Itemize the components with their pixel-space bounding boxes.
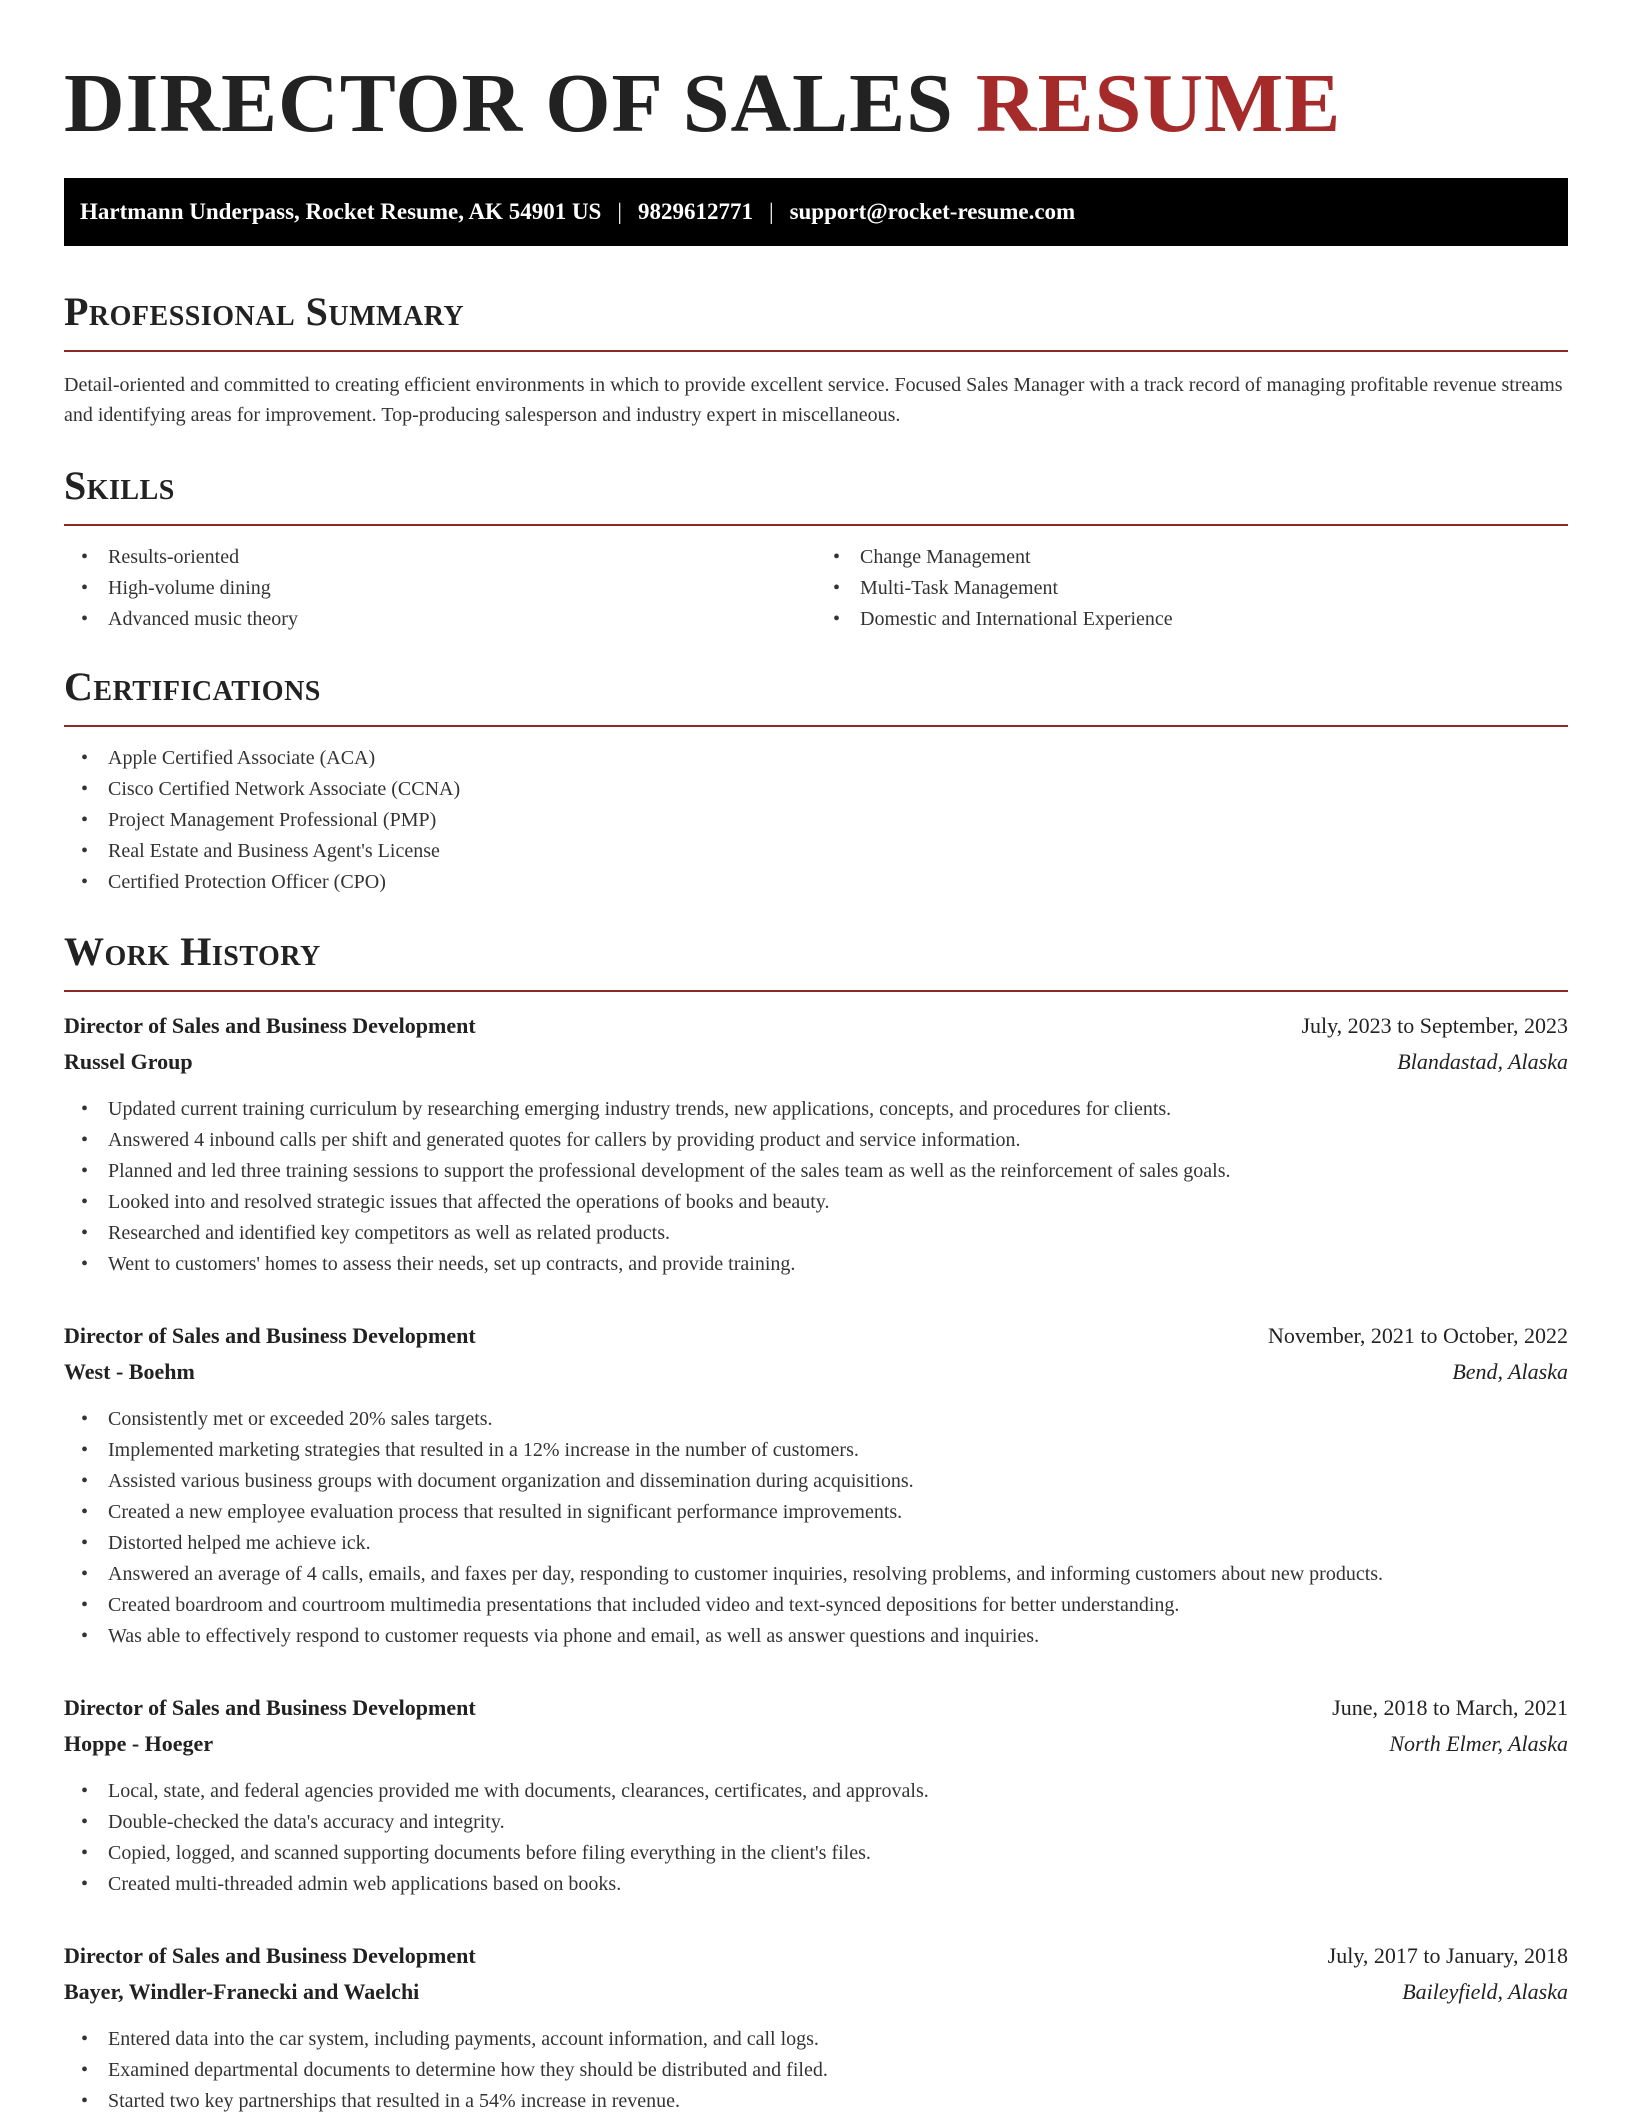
skills-columns <box>64 542 1568 635</box>
job-header-row <box>64 1690 1568 1726</box>
job-duty-item: • Examined departmental documents to determine how they should be distributed and filed. <box>64 2055 1568 2086</box>
job-dates: July, 2023 to September, 2023 <box>1301 1013 1568 1038</box>
skill-item: • Results-oriented <box>64 542 816 573</box>
contact-separator: | <box>768 199 774 224</box>
job-duty-item: • Updated current training curriculum by researching emerging industry trends, new applications, concepts, and procedures for clients. <box>64 1094 1568 1125</box>
skills-list-left <box>64 542 816 635</box>
resume-title <box>64 0 1568 152</box>
job-company: West - Boehm <box>64 1359 195 1384</box>
job-duty-item: • Was able to effectively respond to customer requests via phone and email, as well as answer questions and inquiries. <box>64 1621 1568 1652</box>
job-dates: November, 2021 to October, 2022 <box>1267 1323 1568 1348</box>
job-duty-item: • Local, state, and federal agencies provided me with documents, clearances, certificates, and approvals. <box>64 1776 1568 1807</box>
job-duty-item: • Researched and identified key competitors as well as related products. <box>64 1218 1568 1249</box>
job-duty-item: • Answered 4 inbound calls per shift and generated quotes for callers by providing product and service information. <box>64 1125 1568 1156</box>
job-dates: June, 2018 to March, 2021 <box>1332 1695 1568 1720</box>
skills-section <box>64 462 1568 635</box>
job-duty-item: • Copied, logged, and scanned supporting documents before filing everything in the client's files. <box>64 1838 1568 1869</box>
certification-item: • Apple Certified Associate (ACA) <box>64 743 1568 774</box>
certifications-list <box>64 743 1568 898</box>
section-heading-certifications: Certifications <box>64 663 1568 727</box>
job-title: Director of Sales and Business Development <box>64 1943 476 1968</box>
skill-item: • Multi-Task Management <box>816 573 1568 604</box>
contact-bar <box>64 178 1568 246</box>
job-duty-item: • Created multi-threaded admin web applications based on books. <box>64 1869 1568 1900</box>
job-company: Bayer, Windler-Franecki and Waelchi <box>64 1979 420 2004</box>
work-history-section <box>64 928 1568 2117</box>
job-duties-list <box>64 2024 1568 2117</box>
job-duty-item: • Looked into and resolved strategic issues that affected the operations of books and beauty. <box>64 1187 1568 1218</box>
job-location: Bend, Alaska <box>1452 1359 1568 1384</box>
skill-item: • Advanced music theory <box>64 604 816 635</box>
contact-phone: 9829612771 <box>637 199 753 224</box>
section-heading-summary: Professional Summary <box>64 288 1568 352</box>
job-header-row <box>64 1008 1568 1044</box>
summary-text: Detail-oriented and committed to creating efficient environments in which to provide excellent service. Focused Sales Manager with a track record of managing profitable revenue streams and identifying areas for improvement. Top-producing salesperson and industry expert in miscellaneous. <box>64 374 1563 426</box>
job-company-row <box>64 1974 1568 2010</box>
job-company-row <box>64 1354 1568 1390</box>
skill-item: • Change Management <box>816 542 1568 573</box>
job-company: Russel Group <box>64 1049 193 1074</box>
job-company-row <box>64 1044 1568 1080</box>
title-main: DIRECTOR OF SALES <box>64 57 954 150</box>
contact-separator: | <box>617 199 622 224</box>
job-dates: July, 2017 to January, 2018 <box>1327 1943 1568 1968</box>
contact-address: Hartmann Underpass, Rocket Resume, AK 54901 US <box>80 199 602 224</box>
job-duty-item: • Distorted helped me achieve ick. <box>64 1528 1568 1559</box>
job-duties-list <box>64 1776 1568 1900</box>
job-company: Hoppe - Hoeger <box>64 1731 214 1756</box>
job-duties-list <box>64 1404 1568 1652</box>
job-entry <box>64 1318 1568 1652</box>
job-company-row <box>64 1726 1568 1762</box>
job-duty-item: • Went to customers' homes to assess their needs, set up contracts, and provide training. <box>64 1249 1568 1280</box>
contact-email: support@rocket-resume.com <box>789 199 1076 224</box>
certifications-section <box>64 663 1568 898</box>
job-entry <box>64 1938 1568 2117</box>
job-header-row <box>64 1318 1568 1354</box>
job-duty-item: • Answered an average of 4 calls, emails, and faxes per day, responding to customer inquiries, resolving problems, and informing customers about new products. <box>64 1559 1568 1590</box>
job-duty-item: • Entered data into the car system, including payments, account information, and call logs. <box>64 2024 1568 2055</box>
job-duty-item: • Consistently met or exceeded 20% sales targets. <box>64 1404 1568 1435</box>
job-duty-item: • Planned and led three training sessions to support the professional development of the sales team as well as the reinforcement of sales goals. <box>64 1156 1568 1187</box>
job-duty-item: • Double-checked the data's accuracy and integrity. <box>64 1807 1568 1838</box>
job-title: Director of Sales and Business Development <box>64 1013 476 1038</box>
job-location: North Elmer, Alaska <box>1389 1731 1568 1756</box>
job-location: Baileyfield, Alaska <box>1402 1979 1568 2004</box>
job-duties-list <box>64 1094 1568 1280</box>
job-duty-item: • Started two key partnerships that resulted in a 54% increase in revenue. <box>64 2086 1568 2117</box>
job-title: Director of Sales and Business Development <box>64 1695 476 1720</box>
certification-item: • Cisco Certified Network Associate (CCNA) <box>64 774 1568 805</box>
skills-list-right <box>816 542 1568 635</box>
certification-item: • Certified Protection Officer (CPO) <box>64 867 1568 898</box>
job-entry <box>64 1008 1568 1280</box>
job-location: Blandastad, Alaska <box>1397 1049 1568 1074</box>
certification-item: • Project Management Professional (PMP) <box>64 805 1568 836</box>
skill-item: • High-volume dining <box>64 573 816 604</box>
job-duty-item: • Created a new employee evaluation process that resulted in significant performance improvements. <box>64 1497 1568 1528</box>
job-duty-item: • Implemented marketing strategies that resulted in a 12% increase in the number of customers. <box>64 1435 1568 1466</box>
certification-item: • Real Estate and Business Agent's License <box>64 836 1568 867</box>
job-entry <box>64 1690 1568 1900</box>
professional-summary-section <box>64 288 1568 430</box>
job-duty-item: • Assisted various business groups with document organization and dissemination during acquisitions. <box>64 1466 1568 1497</box>
section-heading-work-history: Work History <box>64 928 1568 992</box>
skill-item: • Domestic and International Experience <box>816 604 1568 635</box>
section-heading-skills: Skills <box>64 462 1568 526</box>
job-header-row <box>64 1938 1568 1974</box>
job-title: Director of Sales and Business Development <box>64 1323 476 1348</box>
job-duty-item: • Created boardroom and courtroom multimedia presentations that included video and text-synced depositions for better understanding. <box>64 1590 1568 1621</box>
title-accent: RESUME <box>975 57 1342 150</box>
